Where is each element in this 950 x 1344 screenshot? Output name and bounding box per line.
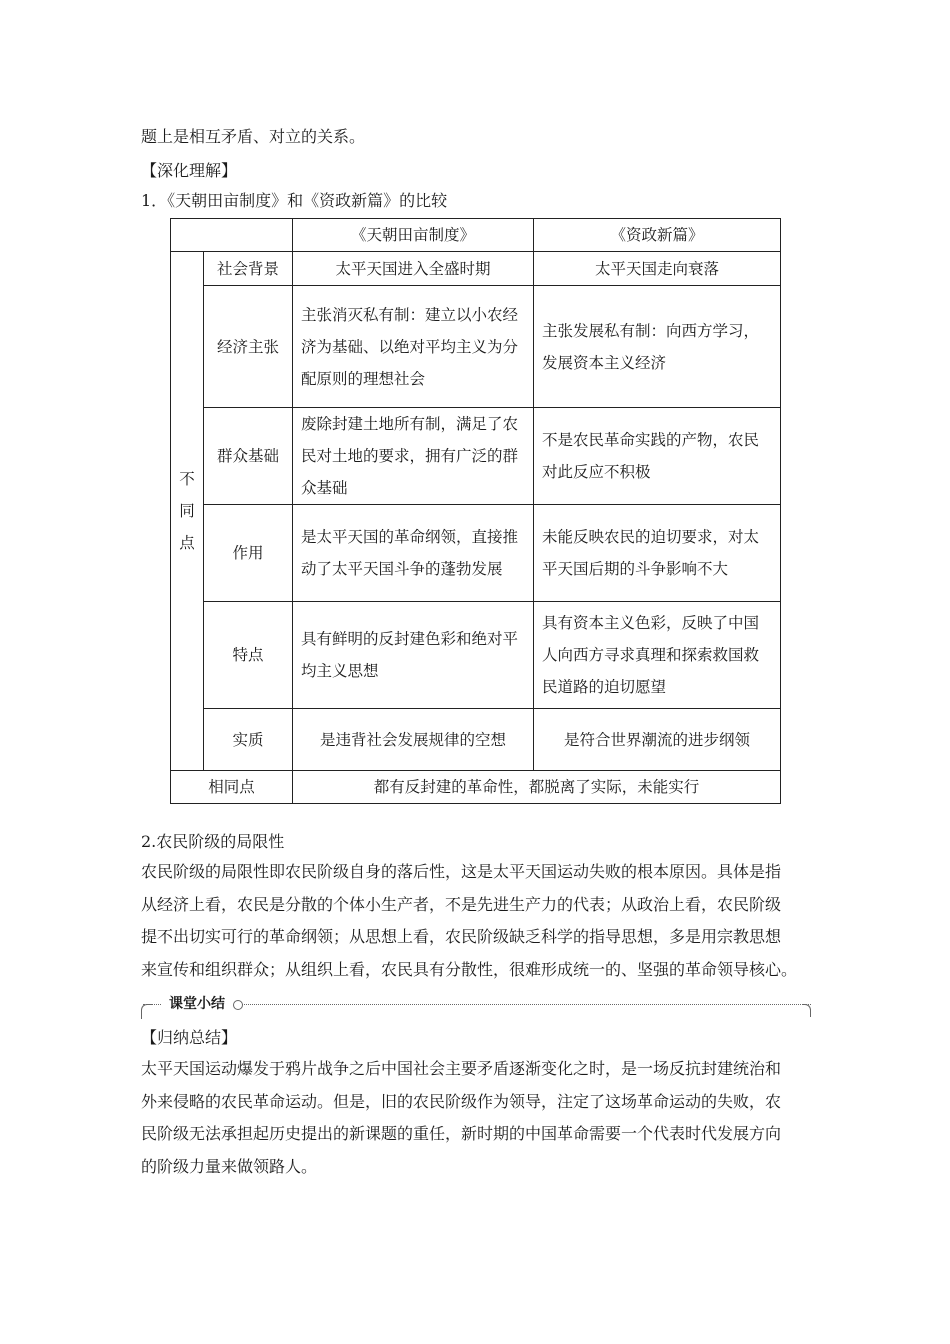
table-row [171, 602, 781, 709]
table-row [171, 505, 781, 602]
item2-paragraph [141, 856, 817, 986]
row-label: 社会背景 [204, 252, 293, 286]
paragraph-line: 民阶级无法承担起历史提出的新课题的重任，新时期的中国革命需要一个代表时代发展方向 [141, 1124, 782, 1143]
heading-summary: 【归纳总结】 [141, 1028, 238, 1047]
row-cell-b: 不是农民革命实践的产物，农民对此反应不积极 [534, 408, 781, 505]
table-row [171, 286, 781, 408]
table-header-row [171, 219, 781, 252]
banner-dot-icon [233, 1000, 243, 1010]
banner-rule [143, 1004, 811, 1005]
heading-deepen: 【深化理解】 [141, 161, 238, 180]
table-corner-cell [171, 219, 293, 252]
row-cell-a: 主张消灭私有制：建立以小农经济为基础、以绝对平均主义为分配原则的理想社会 [293, 286, 534, 408]
paragraph-line: 来宣传和组织群众；从组织上看，农民具有分散性，很难形成统一的、坚强的革命领导核心。 [141, 959, 798, 979]
row-cell-b: 是符合世界潮流的进步纲领 [534, 709, 781, 771]
paragraph-line: 从经济上看，农民是分散的个体小生产者，不是先进生产力的代表；从政治上看，农民阶级 [141, 894, 782, 914]
paragraph-line: 农民阶级的局限性即农民阶级自身的落后性，这是太平天国运动失败的根本原因。具体是指 [141, 862, 782, 881]
row-label: 群众基础 [204, 408, 293, 505]
banner-label: 课堂小结 [161, 995, 233, 1013]
paragraph-line: 外来侵略的农民革命运动。但是，旧的农民阶级作为领导，注定了这场革命运动的失败，农 [141, 1091, 782, 1111]
table-row [171, 252, 781, 286]
row-label: 作用 [204, 505, 293, 602]
row-cell-b: 主张发展私有制：向西方学习，发展资本主义经济 [534, 286, 781, 408]
comparison-table [170, 218, 781, 804]
banner-left-cap [141, 1004, 152, 1019]
summary-paragraph [141, 1053, 817, 1183]
row-cell-a: 废除封建土地所有制，满足了农民对土地的要求，拥有广泛的群众基础 [293, 408, 534, 505]
row-cell-a: 是太平天国的革命纲领，直接推动了太平天国斗争的蓬勃发展 [293, 505, 534, 602]
row-cell-b: 太平天国走向衰落 [534, 252, 781, 286]
col-header-tianchao: 《天朝田亩制度》 [293, 219, 534, 252]
paragraph-line: 太平天国运动爆发于鸦片战争之后中国社会主要矛盾逐渐变化之时，是一场反抗封建统治和 [141, 1059, 782, 1078]
item1-title: 1．《天朝田亩制度》和《资政新篇》的比较 [141, 191, 448, 210]
col-header-zizheng: 《资政新篇》 [534, 219, 781, 252]
section-banner [141, 996, 811, 1020]
intro-line: 题上是相互矛盾、对立的关系。 [141, 127, 366, 146]
row-cell-b: 未能反映农民的迫切要求，对太平天国后期的斗争影响不大 [534, 505, 781, 602]
same-label: 相同点 [171, 771, 293, 804]
diff-label: 不同点 [179, 470, 195, 552]
table-row [171, 771, 781, 804]
table-row [171, 408, 781, 505]
row-cell-a: 是违背社会发展规律的空想 [293, 709, 534, 771]
row-label: 实质 [204, 709, 293, 771]
paragraph-line: 提不出切实可行的革命纲领；从思想上看，农民阶级缺乏科学的指导思想，多是用宗教思想 [141, 927, 782, 946]
diff-label-cell [171, 252, 204, 771]
row-label: 经济主张 [204, 286, 293, 408]
banner-right-cap [802, 1004, 811, 1017]
item2-title: 2.农民阶级的局限性 [141, 832, 285, 851]
table-row [171, 709, 781, 771]
paragraph-line: 的阶级力量来做领路人。 [141, 1156, 318, 1176]
same-text: 都有反封建的革命性，都脱离了实际，未能实行 [293, 771, 781, 804]
row-cell-a: 太平天国进入全盛时期 [293, 252, 534, 286]
row-cell-a: 具有鲜明的反封建色彩和绝对平均主义思想 [293, 602, 534, 709]
row-label: 特点 [204, 602, 293, 709]
row-cell-b: 具有资本主义色彩，反映了中国人向西方寻求真理和探索救国救民道路的迫切愿望 [534, 602, 781, 709]
